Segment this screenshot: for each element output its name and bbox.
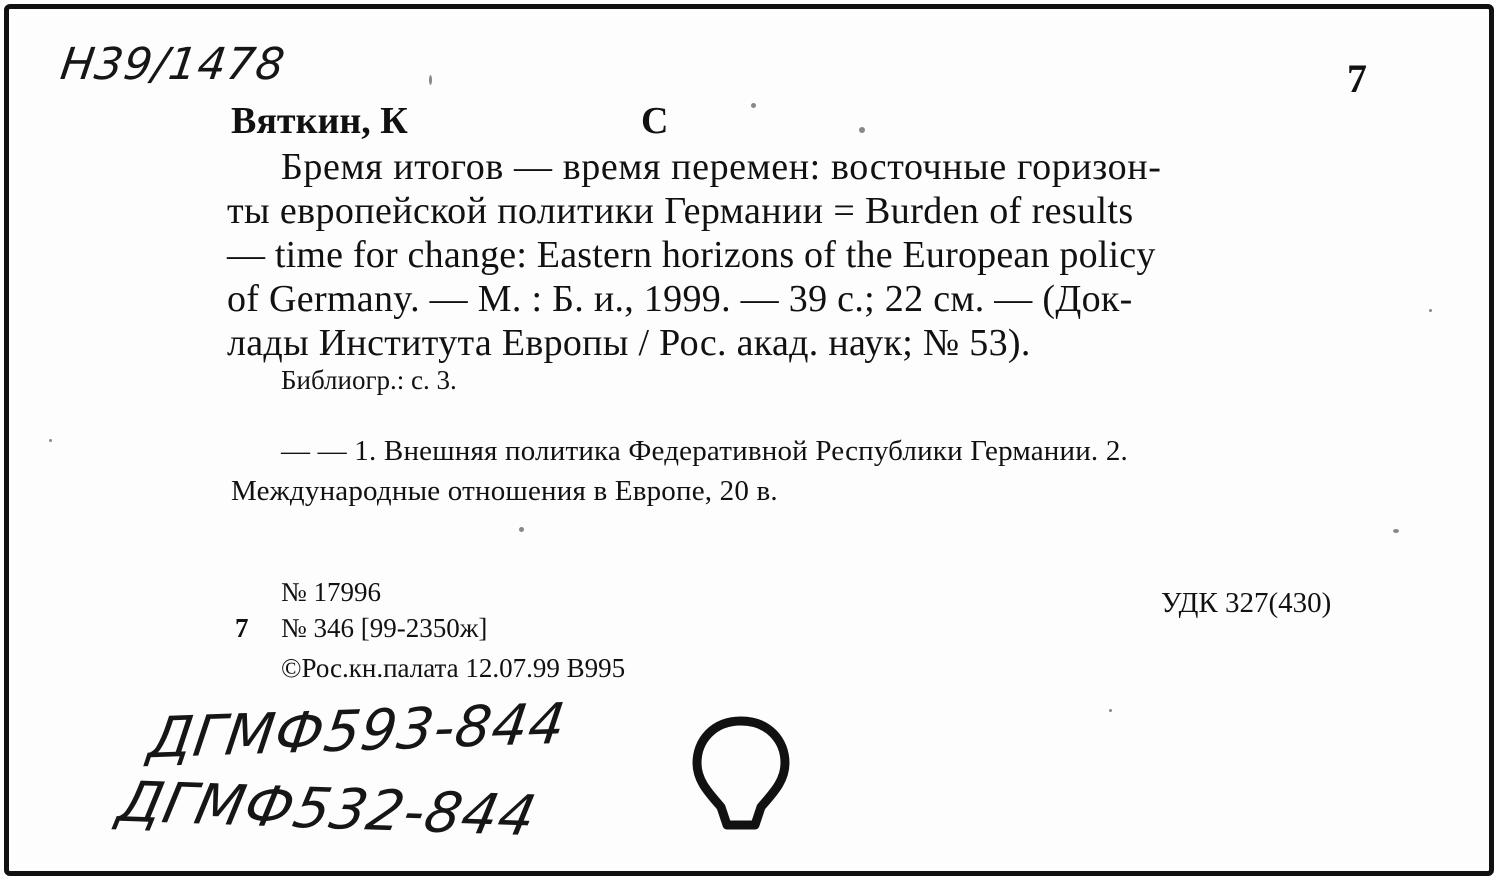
registration-number-2: № 346 [99-2350ж] (281, 613, 488, 643)
registration-prefix: 7 (235, 613, 249, 643)
author-name: Вяткин, К (231, 100, 408, 142)
title-line-4: of Germany. — М. : Б. и., 1999. — 39 с.; 22 см. — (Док- (227, 278, 1133, 320)
catalog-card (4, 4, 1494, 876)
speck (1109, 709, 1112, 712)
title-line-2: ты европейской политики Германии = Burden of results (227, 190, 1134, 232)
speck (751, 103, 756, 108)
author-initial: С (641, 100, 669, 142)
publisher-stamp: ©Рос.кн.палата 12.07.99 В995 (281, 653, 626, 683)
speck (1393, 529, 1399, 533)
subject-headings-line-2: Международные отношения в Европе, 20 в. (231, 475, 778, 507)
speck (429, 75, 432, 85)
corner-number: 7 (1347, 56, 1367, 101)
handwritten-code-2: ДГМФ532-844 (112, 769, 543, 850)
registration-number-1: № 17996 (281, 577, 382, 607)
title-line-3: — time for change: Eastern horizons of the European policy (227, 234, 1156, 276)
subject-headings-line-1: — — 1. Внешняя политика Федеративной Республики Германии. 2. (281, 435, 1128, 467)
bulb-mark-icon (691, 715, 791, 845)
udk-code: УДК 327(430) (1161, 587, 1332, 619)
speck (49, 439, 52, 442)
speck (1429, 309, 1432, 312)
bibliography-note: Библиогр.: с. 3. (281, 365, 457, 395)
shelfmark-handwritten: Н39/1478 (57, 39, 289, 90)
title-line-5: лады Института Европы / Рос. акад. наук; № 53). (227, 322, 1031, 364)
title-line-1: Бремя итогов — время перемен: восточные горизон- (281, 146, 1162, 188)
handwritten-code-1: ДГМФ593-844 (144, 691, 570, 772)
speck (519, 527, 524, 532)
speck (859, 127, 865, 133)
